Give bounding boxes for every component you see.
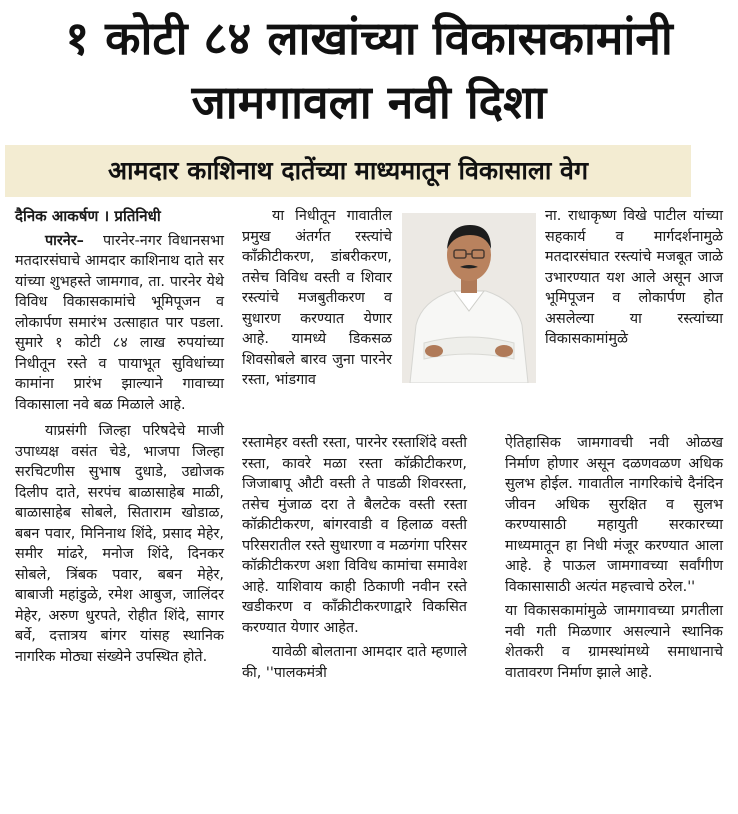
column-2-paragraph-1-top: या निधीतून गावातील प्रमुख अंतर्गत रस्त्यांचे कॉंक्रीटीकरण, डांबरीकरण, तसेच विविध वस्ती व शिवार रस्त्यांचे मजबुतीकरण व सुधारण करण्यात येणार आहे. यामध्ये डिकसळ शिवसोबले बारव जुना पारनेर रस्ता, भांडगाव: [242, 208, 392, 388]
dateline: पारनेर–: [45, 232, 84, 249]
column-1-paragraph-1: [15, 231, 224, 416]
article-column-2-top: [242, 206, 392, 391]
column-3-paragraph-1-top: ना. राधाकृष्ण विखे पाटील यांच्या सहकार्य व मार्गदर्शनामुळे मतदारसंघात रस्त्यांचे मजबूत जाळे उभारण्यात यश आले असून आज भूमिपूजन व लोकार्पण होत असलेल्या या रस्त्यांच्या विकासकामांमुळे: [545, 208, 723, 347]
article-column-3-bottom: [505, 433, 723, 683]
column-2-paragraph-2: यावेळी बोलताना आमदार दाते म्हणाले की, ''पालकमंत्री: [242, 644, 467, 681]
article-column-3-top: [545, 206, 723, 350]
portrait-illustration: [402, 213, 536, 383]
column-2-paragraph-1-bottom: रस्तामेहर वस्ती रस्ता, पारनेर रस्ताशिंदे वस्ती रस्ता, कावरे मळा रस्ता कॉक्रीटीकरण, जिजाबापू औटी वस्ती ते पाडळी शिवरस्ता, तसेच मुंजाळ दरा ते बैलटेक वस्ती रस्ता कॉक्रीटीकरण, बांगरवाडी व हिलाळ वस्ती परिसरातील रस्ते सुधारणा व मळगंगा परिसर कॉक्रीटीकरण अशा विविध कामांचा समावेश आहे. याशिवाय काही ठिकाणी नवीन रस्ते खडीकरण व कॉंक्रीटीकरणाद्वारे विकसित करण्यात येणार आहेत.: [242, 435, 467, 636]
column-1-paragraph-2: याप्रसंगी जिल्हा परिषदेचे माजी उपाध्यक्ष वसंत चेडे, भाजपा जिल्हा सरचिटणीस सुभाष दुधाडे, उद्योजक दिलीप दाते, सरपंच बाळासाहेब माळी, बाळासाहेब सोबले, सिताराम खोडाळ, बबन पवार, मिनिनाथ शिंदे, प्रसाद मेहेर, समीर मांढरे, मनोज शिंदे, दिनकर सोबले, त्रिंबक पवार, बबन मेहेर, बाबाजी महांडुळे, रमेश आबुज, जालिंदर मेहेर, अरुण धुरपते, रोहीत शिंदे, सागर बर्वे, दत्तात्रय बांगर यांसह स्थानिक नागरिक मोठ्या संख्येने उपस्थित होते.: [15, 423, 224, 665]
article-column-2-bottom: [242, 433, 467, 683]
article-column-1: [15, 206, 224, 667]
column-3-paragraph-2: या विकासकामांमुळे जामगावच्या प्रगतीला नवी गती मिळणार असल्याने स्थानिक शेतकरी व ग्रामस्थांमध्ये समाधानाचे वातावरण निर्माण झाले आहे.: [505, 603, 723, 681]
subheadline: आमदार काशिनाथ दातेंच्या माध्यमातून विकासाला वेग: [107, 156, 589, 185]
headline-line-1: १ कोटी ८४ लाखांच्या विकासकामांनी: [65, 11, 673, 65]
headline-line-2: जामगावला नवी दिशा: [191, 75, 547, 129]
column-3-paragraph-1-bottom: ऐतिहासिक जामगावची नवी ओळख निर्माण होणार असून दळणवळण अधिक सुलभ होईल. गावातील नागरिकांचे दैनंदिन जीवन अधिक सुरक्षित व सुलभ करण्यासाठी महायुती सरकारच्या माध्यमातून हा निधी मंजूर करण्यात आला आहे. हे पाऊल जामगावच्या सर्वांगीण विकासासाठी अत्यंत महत्त्वाचे ठरेल.'': [505, 435, 723, 595]
mla-portrait-photo: [402, 213, 536, 383]
byline: दैनिक आकर्षण । प्रतिनिधी: [15, 207, 161, 225]
subheadline-band: [5, 145, 691, 197]
column-1-paragraph-1-text: पारनेर-नगर विधानसभा मतदारसंघाचे आमदार काशिनाथ दाते सर यांच्या शुभहस्ते जामगाव, ता. पारनेर येथे विविध विकासकामांचे भूमिपूजन व लोकार्पण समारंभ उत्साहात पार पडला. सुमारे १ कोटी ८४ लाख रुपयांच्या निधीतून रस्ते व पायाभूत सुविधांच्या कामांना प्रारंभ झाल्याने गावाच्या विकासाला नवे बळ मिळाले आहे.: [15, 232, 224, 413]
headline: [0, 6, 738, 134]
